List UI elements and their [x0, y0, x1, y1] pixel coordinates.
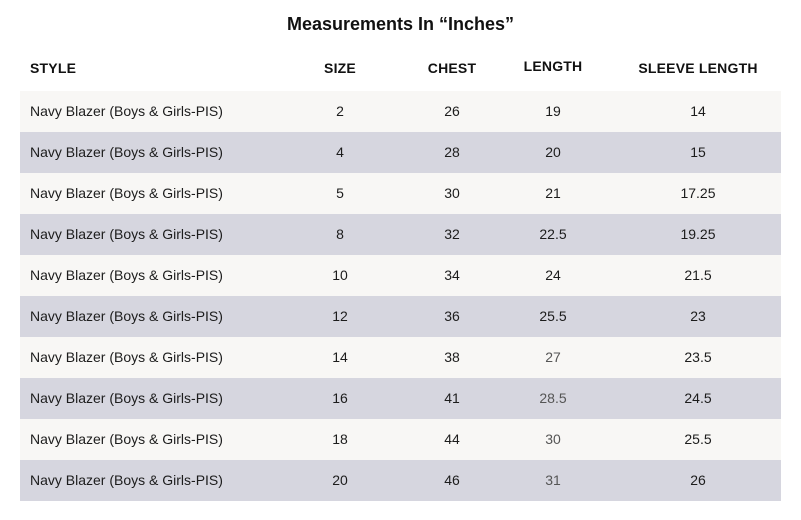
cell-chest: 44	[444, 431, 460, 447]
cell-size: 12	[332, 308, 348, 324]
cell-size: 18	[332, 431, 348, 447]
table-row	[20, 419, 781, 460]
table-row	[20, 337, 781, 378]
cell-size: 14	[332, 349, 348, 365]
header-size: SIZE	[324, 60, 356, 76]
cell-sleeve-length: 14	[690, 103, 706, 119]
cell-size: 16	[332, 390, 348, 406]
cell-sleeve-length: 25.5	[684, 431, 712, 447]
cell-style: Navy Blazer (Boys & Girls-PIS)	[30, 185, 223, 201]
cell-size: 8	[336, 226, 344, 242]
page-title: Measurements In “Inches”	[286, 14, 515, 34]
cell-length: 22.5	[539, 226, 567, 242]
cell-chest: 34	[444, 267, 460, 283]
measurements-table	[20, 91, 781, 501]
cell-chest: 38	[444, 349, 460, 365]
cell-style: Navy Blazer (Boys & Girls-PIS)	[30, 103, 223, 119]
cell-size: 5	[336, 185, 344, 201]
table-row	[20, 460, 781, 501]
table-row	[20, 296, 781, 337]
header-sleeve-length: SLEEVE LENGTH	[638, 60, 758, 76]
table-row	[20, 214, 781, 255]
cell-style: Navy Blazer (Boys & Girls-PIS)	[30, 267, 223, 283]
cell-length: 31	[545, 472, 561, 488]
cell-style: Navy Blazer (Boys & Girls-PIS)	[30, 308, 223, 324]
cell-chest: 26	[444, 103, 460, 119]
table-row	[20, 173, 781, 214]
cell-sleeve-length: 15	[690, 144, 706, 160]
cell-style: Navy Blazer (Boys & Girls-PIS)	[30, 226, 223, 242]
cell-sleeve-length: 23	[690, 308, 706, 324]
cell-chest: 28	[444, 144, 460, 160]
cell-size: 4	[336, 144, 344, 160]
cell-length: 20	[545, 144, 561, 160]
cell-style: Navy Blazer (Boys & Girls-PIS)	[30, 390, 223, 406]
cell-style: Navy Blazer (Boys & Girls-PIS)	[30, 349, 223, 365]
cell-sleeve-length: 23.5	[684, 349, 712, 365]
header-chest: CHEST	[427, 60, 477, 76]
cell-length: 25.5	[539, 308, 567, 324]
cell-length: 30	[545, 431, 561, 447]
cell-sleeve-length: 21.5	[684, 267, 712, 283]
cell-style: Navy Blazer (Boys & Girls-PIS)	[30, 431, 223, 447]
cell-length: 28.5	[539, 390, 567, 406]
table-row	[20, 378, 781, 419]
header-length: LENGTH	[523, 58, 583, 74]
header-style: STYLE	[30, 60, 77, 76]
cell-size: 2	[336, 103, 344, 119]
cell-sleeve-length: 19.25	[680, 226, 716, 242]
cell-chest: 36	[444, 308, 460, 324]
cell-size: 10	[332, 267, 348, 283]
cell-chest: 30	[444, 185, 460, 201]
cell-sleeve-length: 26	[690, 472, 706, 488]
cell-length: 24	[545, 267, 561, 283]
table-row	[20, 132, 781, 173]
table-row	[20, 91, 781, 132]
cell-sleeve-length: 17.25	[680, 185, 716, 201]
table-header	[20, 50, 781, 90]
cell-chest: 32	[444, 226, 460, 242]
cell-chest: 41	[444, 390, 460, 406]
cell-style: Navy Blazer (Boys & Girls-PIS)	[30, 144, 223, 160]
cell-style: Navy Blazer (Boys & Girls-PIS)	[30, 472, 223, 488]
cell-size: 20	[332, 472, 348, 488]
cell-length: 21	[545, 185, 561, 201]
cell-length: 19	[545, 103, 561, 119]
cell-length: 27	[545, 349, 561, 365]
cell-sleeve-length: 24.5	[684, 390, 712, 406]
cell-chest: 46	[444, 472, 460, 488]
table-row	[20, 255, 781, 296]
